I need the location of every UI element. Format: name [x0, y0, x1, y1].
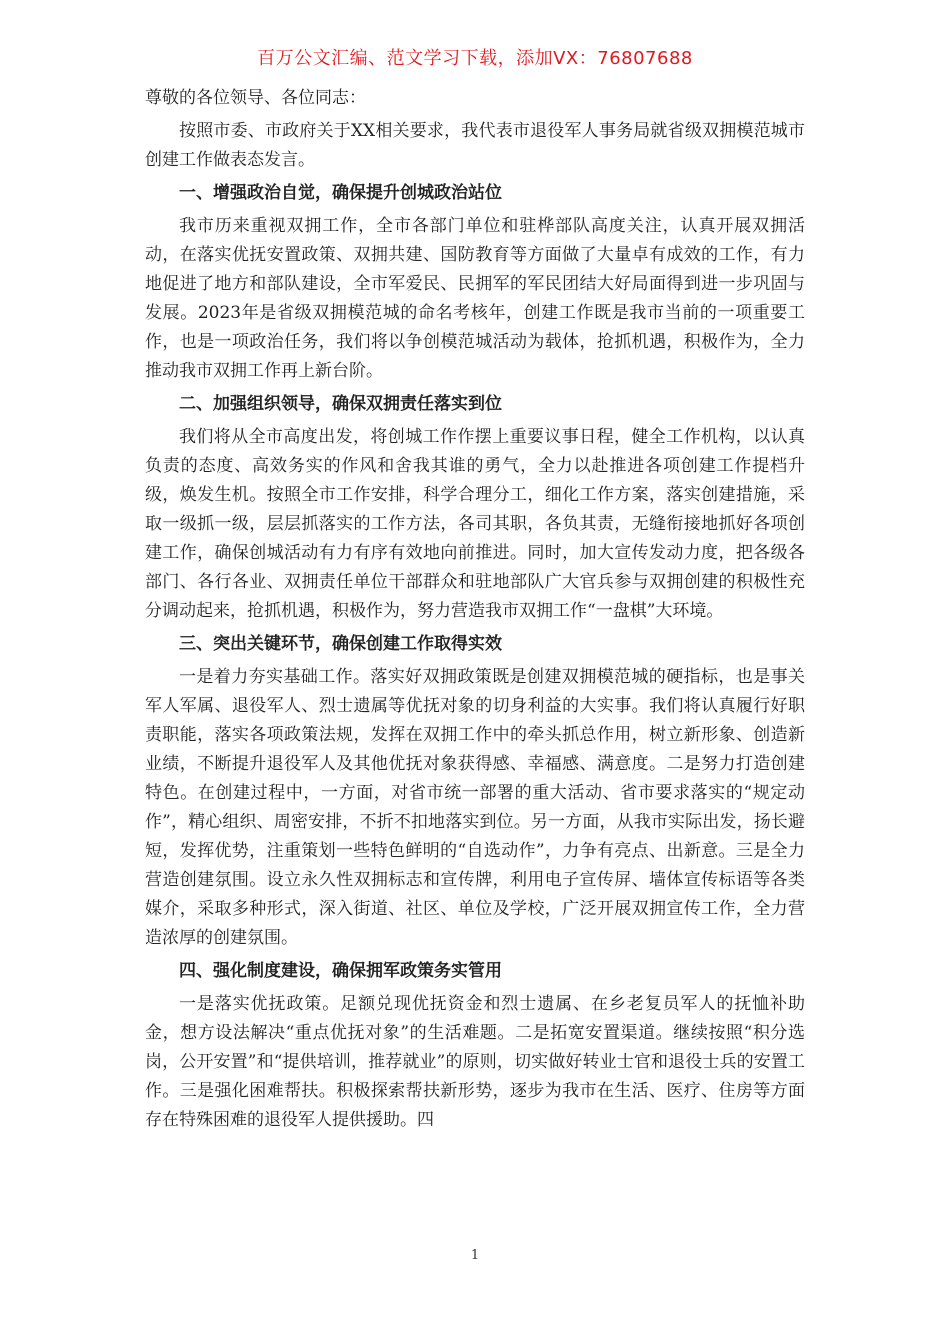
- section-body-3: 一是着力夯实基础工作。落实好双拥政策既是创建双拥模范城的硬指标，也是事关军人军属、退役军人、烈士遗属等优抚对象的切身利益的大实事。我们将认真履行好职责职能，落实各项政策法规，发挥在双拥工作中的牵头抓总作用，树立新形象、创造新业绩，不断提升退役军人及其他优抚对象获得感、幸福感、满意度。二是努力打造创建特色。在创建过程中，一方面，对省市统一部署的重大活动、省市要求落实的“规定动作”，精心组织、周密安排，不折不扣地落实到位。另一方面，从我市实际出发，扬长避短，发挥优势，注重策划一些特色鲜明的“自选动作”，力争有亮点、出新意。三是全力营造创建氛围。设立永久性双拥标志和宣传牌，利用电子宣传屏、墙体宣传标语等各类媒介，采取多种形式，深入街道、社区、单位及学校，广泛开展双拥宣传工作，全力营造浓厚的创建氛围。: [145, 667, 805, 948]
- section-heading-1: 一、增强政治自觉，确保提升创城政治站位: [179, 183, 502, 203]
- section-body-1: 我市历来重视双拥工作，全市各部门单位和驻桦部队高度关注，认真开展双拥活动，在落实优抚安置政策、双拥共建、国防教育等方面做了大量卓有成效的工作，有力地促进了地方和部队建设，全市军爱民、民拥军的军民团结大好局面得到进一步巩固与发展。2023年是省级双拥模范城的命名考核年，创建工作既是我市当前的一项重要工作，也是一项政治任务，我们将以争创模范城活动为载体，抢抓机遇，积极作为，全力推动我市双拥工作再上新台阶。: [145, 216, 805, 381]
- document-body: [145, 84, 805, 1139]
- section-body-2: 我们将从全市高度出发，将创城工作作摆上重要议事日程，健全工作机构，以认真负责的态度、高效务实的作风和舍我其谁的勇气，全力以赴推进各项创建工作提档升级，焕发生机。按照全市工作安排，科学合理分工，细化工作方案，落实创建措施，采取一级抓一级，层层抓落实的工作方法，各司其职，各负其责，无缝衔接地抓好各项创建工作，确保创城活动有力有序有效地向前推进。同时，加大宣传发动力度，把各级各部门、各行各业、双拥责任单位干部群众和驻地部队广大官兵参与双拥创建的积极性充分调动起来，抢抓机遇，积极作为，努力营造我市双拥工作“一盘棋”大环境。: [145, 427, 805, 621]
- section-heading-4: 四、强化制度建设，确保拥军政策务实管用: [179, 961, 502, 981]
- salutation: 尊敬的各位领导、各位同志：: [145, 88, 366, 108]
- section-heading-3: 三、突出关键环节，确保创建工作取得实效: [179, 634, 502, 654]
- intro-paragraph: 按照市委、市政府关于XX相关要求，我代表市退役军人事务局就省级双拥模范城市创建工作做表态发言。: [145, 121, 805, 170]
- section-body-4: 一是落实优抚政策。足额兑现优抚资金和烈士遗属、在乡老复员军人的抚恤补助金，想方设法解决“重点优抚对象”的生活难题。二是拓宽安置渠道。继续按照“积分选岗，公开安置”和“提供培训，推荐就业”的原则，切实做好转业士官和退役士兵的安置工作。三是强化困难帮扶。积极探索帮扶新形势，逐步为我市在生活、医疗、住房等方面存在特殊困难的退役军人提供援助。四: [145, 994, 805, 1130]
- page-number: 1: [470, 1248, 480, 1263]
- download-banner: 百万公文汇编、范文学习下载，添加VX：76807688: [257, 48, 693, 69]
- section-heading-2: 二、加强组织领导，确保双拥责任落实到位: [179, 394, 502, 414]
